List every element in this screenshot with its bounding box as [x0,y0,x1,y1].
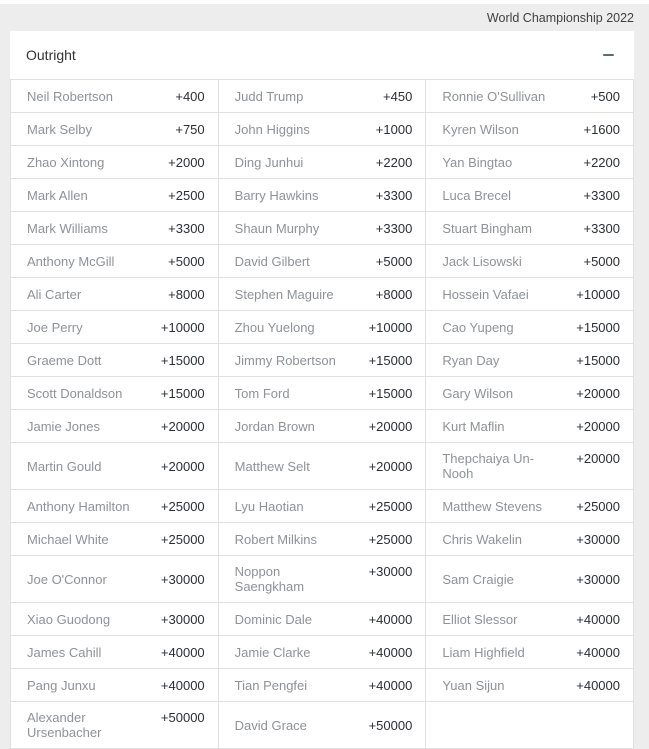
odds-cell[interactable] [218,556,426,603]
player-name: Ali Carter [27,286,82,302]
odds-cell-content [11,604,218,635]
odds-cell-content [426,443,633,489]
player-name: Lyu Haotian [234,498,304,514]
player-name: Mark Selby [27,121,93,137]
odds-cell[interactable] [426,636,634,669]
odds-cell-content [11,411,218,442]
odds-value: +5000 [375,253,413,269]
odds-value: +10000 [576,286,620,302]
odds-cell[interactable] [11,410,219,443]
odds-cell-content [11,378,218,409]
odds-cell-content [11,491,218,522]
player-name: Jack Lisowski [442,253,522,269]
player-name: Jamie Jones [27,418,100,434]
odds-value: +40000 [576,677,620,693]
player-name: Luca Brecel [442,187,511,203]
odds-cell[interactable] [218,636,426,669]
player-name: Shaun Murphy [234,220,320,236]
odds-table [10,79,634,749]
odds-cell-content [219,411,426,442]
player-name: Robert Milkins [234,531,318,547]
odds-value: +10000 [160,319,205,335]
odds-cell-content [11,246,218,277]
odds-cell[interactable] [426,80,634,113]
odds-cell-content [219,670,426,701]
player-name: Neil Robertson [27,88,113,104]
player-name: Matthew Selt [234,458,310,474]
odds-cell[interactable] [218,311,426,344]
player-name: Anthony Hamilton [27,498,130,514]
odds-cell[interactable] [426,212,634,245]
odds-cell-content [426,213,633,244]
odds-cell-content [219,114,426,145]
odds-cell[interactable] [218,410,426,443]
player-name: Chris Wakelin [442,531,523,547]
odds-cell[interactable] [426,377,634,410]
odds-cell-content [11,564,218,595]
player-name: Kyren Wilson [442,121,519,137]
odds-cell[interactable] [11,669,219,702]
odds-row [11,523,634,556]
odds-value: +50000 [368,717,413,733]
odds-cell[interactable] [218,113,426,146]
odds-cell[interactable] [218,603,426,636]
odds-row [11,212,634,245]
odds-value: +5000 [168,253,205,269]
odds-value: +40000 [576,644,620,660]
odds-cell-content [426,491,633,522]
odds-cell[interactable] [218,179,426,212]
odds-cell[interactable] [218,245,426,278]
player-name: Jimmy Robertson [234,352,336,368]
odds-cell-content [219,312,426,343]
odds-cell-content [11,180,218,211]
odds-cell[interactable] [11,311,219,344]
player-name: David Gilbert [234,253,310,269]
player-name: Judd Trump [234,88,304,104]
player-name: Yuan Sijun [442,677,505,693]
odds-row [11,702,634,749]
odds-row [11,245,634,278]
player-name: Tian Pengfei [234,677,308,693]
odds-row [11,344,634,377]
odds-value: +20000 [368,418,413,434]
odds-row [11,113,634,146]
odds-cell[interactable] [11,113,219,146]
player-name: Mark Williams [27,220,108,236]
minus-icon[interactable] [603,54,614,56]
odds-cell[interactable] [11,278,219,311]
player-name: Scott Donaldson [27,385,123,401]
odds-cell[interactable] [426,146,634,179]
odds-value: +40000 [368,611,413,627]
player-name: Elliot Slessor [442,611,518,627]
odds-cell-content [219,524,426,555]
odds-cell[interactable] [426,556,634,603]
odds-cell[interactable] [11,212,219,245]
odds-cell[interactable] [11,344,219,377]
odds-row [11,669,634,702]
league-header-band [0,4,649,31]
odds-cell-content [219,637,426,668]
odds-cell[interactable] [426,311,634,344]
odds-cell-content [219,147,426,178]
odds-value: +50000 [160,710,205,725]
odds-value: +40000 [160,644,205,660]
odds-value: +1600 [583,121,620,137]
odds-row [11,146,634,179]
odds-row [11,80,634,113]
odds-cell-empty [426,702,634,749]
player-name: John Higgins [234,121,310,137]
odds-cell-content [11,524,218,555]
player-name: Matthew Stevens [442,498,543,514]
odds-cell[interactable] [426,278,634,311]
player-name: Joe Perry [27,319,83,335]
player-name: David Grace [234,717,307,733]
odds-cell-content [11,670,218,701]
odds-cell[interactable] [426,490,634,523]
odds-value: +25000 [368,498,413,514]
odds-row [11,377,634,410]
odds-row [11,603,634,636]
player-name: Anthony McGill [27,253,115,269]
odds-value: +25000 [576,498,620,514]
odds-value: +20000 [576,451,620,466]
odds-cell-content [11,702,218,748]
odds-cell-content [219,345,426,376]
odds-cell[interactable] [426,443,634,490]
odds-value: +400 [175,88,205,104]
odds-value: +40000 [576,611,620,627]
odds-row [11,636,634,669]
odds-cell-content [219,710,426,741]
odds-value: +25000 [160,498,205,514]
odds-cell[interactable] [218,490,426,523]
odds-cell-content [426,279,633,310]
player-name: Graeme Dott [27,352,102,368]
player-name: Pang Junxu [27,677,96,693]
player-name: Tom Ford [234,385,290,401]
odds-cell[interactable] [11,556,219,603]
odds-cell-content [219,81,426,112]
odds-cell[interactable] [218,702,426,749]
odds-value: +1000 [375,121,413,137]
odds-value: +15000 [160,385,205,401]
player-name: Xiao Guodong [27,611,111,627]
odds-cell[interactable] [11,523,219,556]
player-name: Ryan Day [442,352,500,368]
odds-value: +750 [175,121,205,137]
odds-cell-content [219,246,426,277]
player-name: Yan Bingtao [442,154,513,170]
page-content [0,31,649,749]
odds-cell-content [11,147,218,178]
odds-cell-content [426,246,633,277]
odds-cell-content [219,556,426,602]
odds-cell-content [426,604,633,635]
odds-value: +30000 [576,571,620,587]
player-name: James Cahill [27,644,102,660]
odds-value: +25000 [160,531,205,547]
odds-cell[interactable] [11,636,219,669]
odds-row [11,278,634,311]
player-name: Hossein Vafaei [442,286,529,302]
odds-cell-content [219,213,426,244]
odds-cell[interactable] [218,443,426,490]
odds-value: +2200 [375,154,413,170]
odds-row [11,311,634,344]
odds-value: +500 [590,88,620,104]
odds-value: +15000 [576,352,620,368]
odds-value: +30000 [160,571,205,587]
odds-cell-content [426,312,633,343]
player-name: Stephen Maguire [234,286,334,302]
player-name: Joe O'Connor [27,571,107,587]
player-name: Martin Gould [27,458,102,474]
odds-cell[interactable] [11,490,219,523]
outright-market-card [10,31,634,749]
odds-row [11,490,634,523]
player-name: Ding Junhui [234,154,304,170]
player-name: Stuart Bingham [442,220,532,236]
odds-value: +8000 [168,286,205,302]
odds-cell[interactable] [218,212,426,245]
odds-row [11,443,634,490]
player-name: Kurt Maflin [442,418,505,434]
odds-row [11,179,634,212]
player-name: Noppon Saengkham [234,564,305,594]
odds-cell[interactable] [11,80,219,113]
odds-cell-content [426,411,633,442]
odds-cell-content [426,345,633,376]
player-name: Barry Hawkins [234,187,319,203]
odds-cell-content [426,637,633,668]
player-name: Mark Allen [27,187,88,203]
odds-value: +40000 [368,677,413,693]
odds-value: +20000 [576,418,620,434]
odds-cell-content [11,451,218,482]
odds-value: +2000 [168,154,205,170]
odds-cell[interactable] [11,702,219,749]
odds-value: +20000 [160,418,205,434]
odds-value: +15000 [368,352,413,368]
odds-value: +3300 [375,220,413,236]
player-name: Gary Wilson [442,385,514,401]
odds-cell-content [219,378,426,409]
odds-cell-content [426,114,633,145]
odds-value: +10000 [368,319,413,335]
odds-cell[interactable] [218,278,426,311]
odds-value: +20000 [368,458,413,474]
odds-cell-content [426,81,633,112]
odds-value: +15000 [368,385,413,401]
odds-cell[interactable] [426,113,634,146]
odds-value: +15000 [160,352,205,368]
odds-cell[interactable] [426,669,634,702]
odds-cell[interactable] [11,377,219,410]
odds-value: +2500 [168,187,205,203]
player-name: Liam Highfield [442,644,525,660]
odds-value: +3300 [583,220,620,236]
odds-cell-content [11,345,218,376]
odds-value: +3300 [375,187,413,203]
odds-cell[interactable] [218,523,426,556]
player-name: Sam Craigie [442,571,514,587]
odds-cell[interactable] [218,146,426,179]
odds-value: +40000 [368,644,413,660]
odds-cell[interactable] [218,344,426,377]
odds-cell-content [219,451,426,482]
odds-value: +20000 [160,458,205,474]
odds-row [11,410,634,443]
odds-value: +450 [383,88,413,104]
odds-value: +20000 [576,385,620,401]
player-name: Alexander Ursenbacher [27,710,102,740]
odds-cell[interactable] [11,179,219,212]
player-name: Ronnie O'Sullivan [442,88,546,104]
player-name: Zhou Yuelong [234,319,315,335]
odds-cell-content [426,180,633,211]
odds-cell[interactable] [11,443,219,490]
odds-cell-content [219,180,426,211]
market-title: Outright [26,47,76,63]
odds-cell[interactable] [426,603,634,636]
odds-cell-content [219,491,426,522]
player-name: Thepchaiya Un-Nooh [442,451,535,481]
odds-row [11,556,634,603]
odds-cell-content [219,604,426,635]
odds-cell-content [11,637,218,668]
odds-value: +40000 [160,677,205,693]
odds-cell-content [426,564,633,595]
odds-cell[interactable] [426,344,634,377]
odds-value: +30000 [576,531,620,547]
odds-value: +3300 [583,187,620,203]
market-header[interactable] [10,31,634,79]
player-name: Michael White [27,531,109,547]
odds-cell-content [11,213,218,244]
odds-value: +3300 [168,220,205,236]
odds-cell-content [426,147,633,178]
odds-cell-content [219,279,426,310]
odds-cell-content [426,670,633,701]
odds-cell-content [11,312,218,343]
player-name: Jordan Brown [234,418,315,434]
player-name: Cao Yupeng [442,319,514,335]
odds-value: +5000 [583,253,620,269]
player-name: Jamie Clarke [234,644,311,660]
odds-value: +30000 [368,564,413,579]
odds-cell-content [426,524,633,555]
odds-cell[interactable] [426,245,634,278]
odds-value: +8000 [375,286,413,302]
odds-cell-content [426,378,633,409]
odds-cell[interactable] [426,410,634,443]
odds-cell-content [11,114,218,145]
player-name: Dominic Dale [234,611,312,627]
odds-cell[interactable] [218,80,426,113]
odds-cell[interactable] [426,523,634,556]
odds-value: +15000 [576,319,620,335]
odds-cell[interactable] [11,603,219,636]
player-name: Zhao Xintong [27,154,105,170]
odds-cell-content [11,81,218,112]
odds-cell[interactable] [218,669,426,702]
odds-value: +25000 [368,531,413,547]
league-title: World Championship 2022 [486,10,634,25]
odds-cell[interactable] [218,377,426,410]
odds-value: +2200 [583,154,620,170]
odds-cell-content [11,279,218,310]
odds-cell[interactable] [11,146,219,179]
odds-cell[interactable] [426,179,634,212]
odds-value: +30000 [160,611,205,627]
odds-cell[interactable] [11,245,219,278]
